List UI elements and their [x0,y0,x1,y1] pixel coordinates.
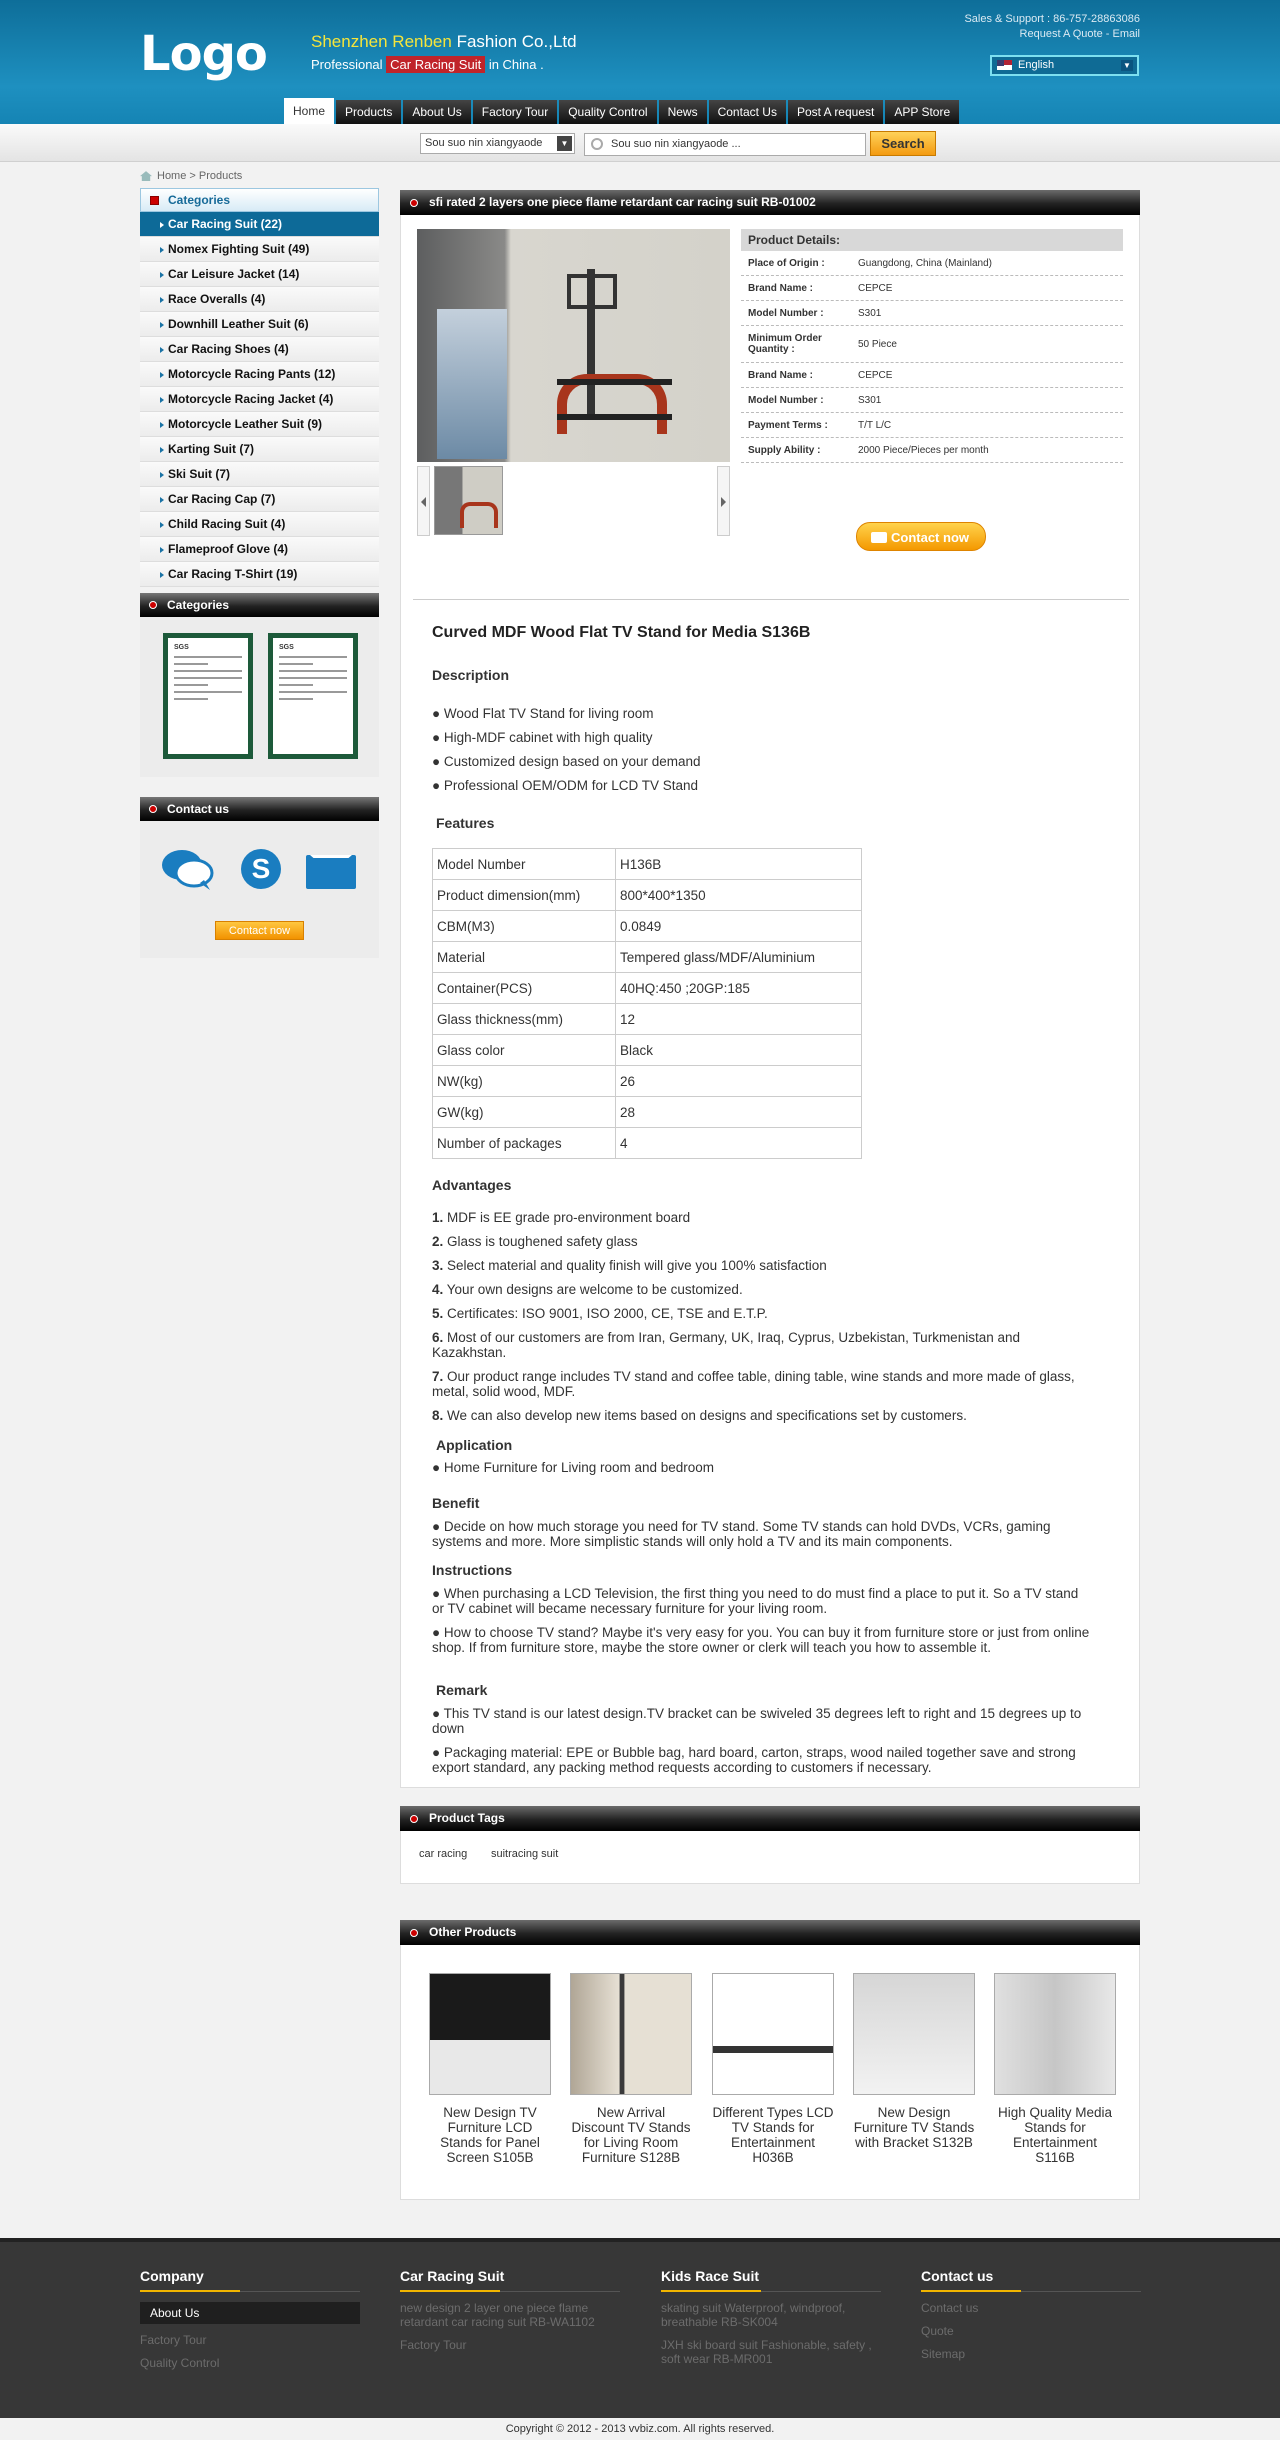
description-heading: Curved MDF Wood Flat TV Stand for Media S136B [432,624,811,641]
mail-icon[interactable] [306,855,356,889]
nav-contact-us[interactable]: Contact Us [709,100,786,124]
detail-row: Brand Name : CEPCE [741,363,1123,388]
category-item[interactable]: Car Racing Suit (22) [140,212,379,237]
product-card[interactable]: New Arrival Discount TV Stands for Living Room Furniture S128B [570,1973,692,2165]
category-item[interactable]: Nomex Fighting Suit (49) [140,237,379,262]
table-row: GW(kg) 28 [433,1097,862,1128]
advantage-item: 3. Select material and quality finish will give you 100% satisfaction [432,1258,827,1273]
detail-row: Place of Origin : Guangdong, China (Mainland) [741,251,1123,276]
category-item[interactable]: Karting Suit (7) [140,437,379,462]
instructions-text: ● How to choose TV stand? Maybe it's very easy for you. You can buy it from furniture store or just from online shop. If from furniture store, maybe the store owner or clerk will teach you how to assemble it. [432,1625,1090,1655]
category-item[interactable]: Car Racing Cap (7) [140,487,379,512]
search-bar [0,124,1280,162]
category-item[interactable]: Motorcycle Racing Jacket (4) [140,387,379,412]
nav-products[interactable]: Products [336,100,401,124]
contact-now-button[interactable]: Contact now [215,921,304,940]
quote-email-links[interactable]: Request A Quote - Email [1019,28,1140,40]
footer-link[interactable]: JXH ski board suit Fashionable, safety , soft wear RB-MR001 [661,2338,872,2366]
footer-link[interactable]: Sitemap [921,2347,966,2361]
table-row: Glass thickness(mm) 12 [433,1004,862,1035]
footer-link[interactable]: Quality Control [140,2356,220,2370]
product-image[interactable] [853,1973,975,2095]
category-item[interactable]: Race Overalls (4) [140,287,379,312]
remark-title: Remark [436,1682,488,1698]
breadcrumb-current: Products [198,170,243,182]
chevron-down-icon: ▼ [557,136,572,151]
footer-link[interactable]: skating suit Waterproof, windproof, breathable RB-SK004 [661,2301,846,2329]
top-links [964,12,1140,42]
product-details [741,229,1123,463]
category-list [140,212,379,587]
category-item[interactable]: Child Racing Suit (4) [140,512,379,537]
footer-contact-column [921,2268,1141,2361]
description-item: ● Customized design based on your demand [432,754,701,769]
us-flag-icon [997,60,1012,70]
nav-factory-tour[interactable]: Factory Tour [473,100,557,124]
product-thumbnail[interactable] [434,466,503,535]
search-category-select[interactable]: Sou suo nin xiangyaode ▼ [420,133,575,154]
language-select[interactable]: English ▼ [990,55,1139,76]
description-item: ● Wood Flat TV Stand for living room [432,706,654,721]
bullet-icon [410,199,418,207]
certificates-header: Categories [140,593,379,617]
description-item: ● High-MDF cabinet with high quality [432,730,653,745]
advantage-item: 5. Certificates: ISO 9001, ISO 2000, CE, TSE and E.T.P. [432,1306,768,1321]
benefit-text: ● Decide on how much storage you need for TV stand. Some TV stands can hold DVDs, VCRs, gaming systems and more. More simplistic stands will only hold a TV and its main components. [432,1519,1051,1549]
footer-heading: Contact us [921,2268,1141,2292]
table-row: Material Tempered glass/MDF/Aluminium [433,942,862,973]
detail-row: Payment Terms : T/T L/C [741,413,1123,438]
copyright: Copyright © 2012 - 2013 vvbiz.com. All rights reserved. [0,2418,1280,2440]
tag-link[interactable]: car racing [419,1848,468,1860]
remark-text: ● This TV stand is our latest design.TV bracket can be swiveled 35 degrees left to right and 15 degrees up to down [432,1706,1082,1736]
category-item[interactable]: Car Leisure Jacket (14) [140,262,379,287]
description-item: ● Professional OEM/ODM for LCD TV Stand [432,778,698,793]
footer-link[interactable]: Factory Tour [140,2333,207,2347]
nav-news[interactable]: News [659,100,707,124]
chat-icon[interactable] [160,847,214,891]
bullet-icon [410,1929,418,1937]
advantage-item: 4. Your own designs are welcome to be customized. [432,1282,743,1297]
table-row: Product dimension(mm) 800*400*1350 [433,880,862,911]
contact-now-button[interactable]: Contact now [856,522,986,551]
sidebar [140,188,379,958]
footer-link[interactable]: Factory Tour [400,2338,467,2352]
footer-heading: Company [140,2268,360,2292]
home-icon [140,171,152,181]
thumb-prev-arrow-icon[interactable] [417,466,430,536]
product-panel [400,190,1140,1788]
advantage-item: 1. MDF is EE grade pro-environment board [432,1210,691,1225]
remark-text: ● Packaging material: EPE or Bubble bag, hard board, carton, straps, wood nailed together save and strong export standard, any packing method requests according to customers if necessary. [432,1745,1076,1775]
bullet-icon [410,1815,418,1823]
advantage-item: 8. We can also develop new items based on designs and specifications set by customers. [432,1408,967,1423]
footer-kids-column [661,2268,881,2366]
product-image[interactable] [712,1973,834,2095]
product-card[interactable]: New Design TV Furniture LCD Stands for Panel Screen S105B [429,1973,551,2165]
category-item[interactable]: Motorcycle Leather Suit (9) [140,412,379,437]
table-row: CBM(M3) 0.0849 [433,911,862,942]
product-card[interactable]: Different Types LCD TV Stands for Entertainment H036B [712,1973,834,2165]
breadcrumb: Home > Products [140,170,242,182]
nav-quality-control[interactable]: Quality Control [559,100,656,124]
detail-row: Brand Name : CEPCE [741,276,1123,301]
logo[interactable]: Logo [140,26,267,82]
other-products-header: Other Products [400,1920,1140,1945]
site-footer [0,2238,1280,2418]
other-products-body [400,1945,1140,2200]
thumb-next-arrow-icon[interactable] [717,466,730,536]
certificate-image[interactable]: SGS [268,633,358,759]
company-name: Shenzhen Renben Fashion Co.,Ltd [311,32,577,51]
category-item[interactable]: Ski Suit (7) [140,462,379,487]
category-item[interactable]: Flameproof Glove (4) [140,537,379,562]
product-card[interactable]: High Quality Media Stands for Entertainment S116B [994,1973,1116,2165]
nav-post-request[interactable]: Post A request [788,100,883,124]
nav-about-us[interactable]: About Us [403,100,470,124]
table-row: Model Number H136B [433,849,862,880]
product-tags-body [400,1831,1140,1884]
table-row: Number of packages 4 [433,1128,862,1159]
product-card[interactable]: New Design Furniture TV Stands with Bracket S132B [853,1973,975,2150]
application-title: Application [436,1437,513,1453]
contact-header: Contact us [140,797,379,821]
advantages-title: Advantages [432,1177,512,1193]
site-header [0,0,1280,124]
category-item[interactable]: Motorcycle Racing Pants (12) [140,362,379,387]
bullet-icon [150,196,159,205]
footer-link[interactable]: About Us [140,2302,360,2324]
main-nav [284,98,959,124]
footer-link[interactable]: Quote [921,2324,954,2338]
category-item[interactable]: Downhill Leather Suit (6) [140,312,379,337]
nav-app-store[interactable]: APP Store [885,100,959,124]
advantage-item: 2. Glass is toughened safety glass [432,1234,638,1249]
product-image[interactable] [429,1973,551,2095]
product-tags-header: Product Tags [400,1806,1140,1831]
product-image[interactable] [994,1973,1116,2095]
footer-heading: Kids Race Suit [661,2268,881,2292]
tag-link[interactable]: suitracing suit [491,1848,559,1860]
details-header: Product Details: [741,229,1123,251]
skype-icon[interactable]: S [241,849,281,889]
product-title-bar: sfi rated 2 layers one piece flame retardant car racing suit RB-01002 [400,190,1140,215]
bullet-icon [149,601,157,609]
detail-row: Minimum Order Quantity : 50 Piece [741,326,1123,363]
tagline: Professional Car Racing Suit in China . [311,57,544,72]
description-title: Description [432,667,510,683]
instructions-text: ● When purchasing a LCD Television, the first thing you need to do must find a place to put it. So a TV stand or TV cabinet will became necessary furniture for your living room. [432,1586,1079,1616]
divider [413,599,1129,600]
detail-row: Supply Ability : 2000 Piece/Pieces per month [741,438,1123,463]
advantage-item: 7. Our product range includes TV stand and coffee table, dining table, wine stands and more made of glass, metal, solid wood, MDF. [432,1369,1075,1399]
search-input[interactable]: Sou suo nin xiangyaode ... [584,133,866,156]
footer-heading: Car Racing Suit [400,2268,620,2292]
footer-link[interactable]: Contact us [921,2301,979,2315]
features-table [432,848,862,1159]
instructions-title: Instructions [432,1562,513,1578]
product-box [400,215,1140,1788]
advantage-item: 6. Most of our customers are from Iran, Germany, UK, Iraq, Cyprus, Uzbekistan, Turkmenistan and Kazakhstan. [432,1330,1020,1360]
table-row: NW(kg) 26 [433,1066,862,1097]
thumbnail-strip [417,466,730,538]
product-tags-panel [400,1806,1140,1884]
detail-row: Model Number : S301 [741,388,1123,413]
categories-header: Categories [140,188,379,212]
product-main-image[interactable] [417,229,730,462]
footer-link[interactable]: new design 2 layer one piece flame retardant car racing suit RB-WA1102 [400,2301,595,2329]
chevron-down-icon: ▼ [1121,60,1133,71]
detail-row: Model Number : S301 [741,301,1123,326]
footer-suit-column [400,2268,620,2352]
breadcrumb-home[interactable]: Home [157,170,187,182]
search-icon [591,138,603,150]
features-title: Features [436,815,495,831]
category-item[interactable]: Car Racing T-Shirt (19) [140,562,379,587]
certificates-box [140,617,379,777]
search-button[interactable]: Search [870,131,936,156]
table-row: Container(PCS) 40HQ:450 ;20GP:185 [433,973,862,1004]
benefit-title: Benefit [432,1495,480,1511]
application-text: ● Home Furniture for Living room and bedroom [432,1460,715,1475]
nav-home[interactable]: Home [284,98,334,124]
bullet-icon [149,805,157,813]
certificate-image[interactable]: SGS [163,633,253,759]
category-item[interactable]: Car Racing Shoes (4) [140,337,379,362]
contact-box [140,821,379,958]
sales-support: Sales & Support : 86-757-28863086 [964,13,1140,25]
product-image[interactable] [570,1973,692,2095]
footer-company-column [140,2268,360,2370]
other-products-panel [400,1920,1140,2200]
table-row: Glass color Black [433,1035,862,1066]
